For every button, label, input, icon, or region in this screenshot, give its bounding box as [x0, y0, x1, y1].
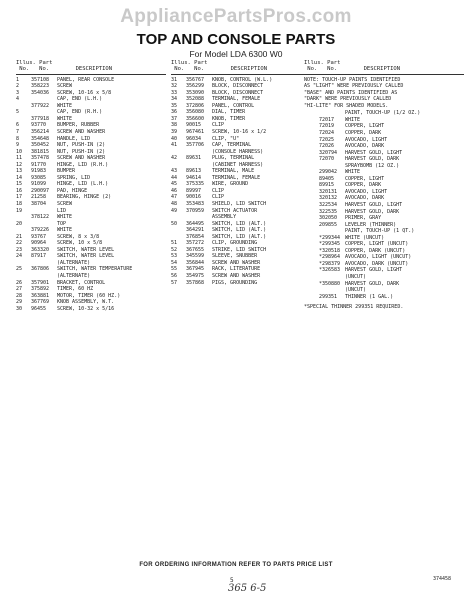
- part-number: 354648: [31, 135, 50, 142]
- illus-number: [304, 294, 319, 301]
- part-number: 72025: [319, 136, 335, 143]
- part-description: AVOCADO, LIGHT: [345, 188, 388, 195]
- illus-number: 2: [16, 83, 20, 90]
- part-description: WHITE: [345, 116, 361, 123]
- part-description: SPRAYBOMB (12 OZ.): [345, 162, 400, 169]
- part-number: 357706: [186, 142, 205, 149]
- illus-number: 22: [16, 240, 23, 247]
- part-description: KNOB ASSEMBLY, W.T.: [57, 299, 115, 306]
- part-description: BRACKET, CONTROL: [57, 279, 106, 286]
- illus-number: 19: [16, 207, 23, 214]
- part-number: 320794: [319, 149, 338, 156]
- illus-number: 21: [16, 233, 23, 240]
- page-subtitle: For Model LDA 6300 W0: [189, 49, 283, 59]
- note-line: AS "LIGHT" WERE PREVIOUSLY CALLED: [304, 83, 404, 90]
- part-number: 353090: [186, 89, 205, 96]
- part-description: HANDLE, LID: [57, 135, 91, 142]
- part-description: (UNCUT): [345, 274, 367, 280]
- illus-number: 47: [171, 194, 178, 201]
- column-header: Illus. Part No. No. DESCRIPTION: [171, 60, 306, 75]
- illus-number: 17: [16, 194, 23, 201]
- part-description: (ALTERNATE): [57, 259, 91, 266]
- part-number: 357272: [186, 240, 205, 247]
- part-number: 367806: [31, 266, 50, 273]
- part-row: [16, 306, 166, 313]
- illus-number: 15: [16, 181, 23, 188]
- part-number: 378122: [31, 214, 50, 221]
- part-description: WIRE, GROUND: [212, 181, 249, 188]
- illus-number: 30: [16, 305, 23, 312]
- handwritten-note: 365 6-5: [228, 583, 267, 594]
- part-number: 320132: [319, 195, 338, 202]
- illus-number: 49: [171, 207, 178, 214]
- part-description: SHIELD, LID SWITCH: [212, 200, 267, 207]
- part-number: 21258: [31, 194, 47, 201]
- part-description: COPPER, LIGHT: [345, 175, 385, 182]
- part-description: SWITCH ACTUATOR: [212, 207, 258, 214]
- part-description: HARVEST GOLD, LIGHT: [345, 149, 403, 156]
- part-description: PAINT, TOUCH-UP (1 QT.): [345, 228, 415, 235]
- part-description: KNOB, CONTROL (W.L.): [212, 76, 273, 83]
- part-description: SWITCH, LID (ALT.): [212, 233, 267, 240]
- part-number: 90015: [186, 122, 202, 129]
- part-description: AVOCADO, DARK: [345, 143, 385, 150]
- part-description: RACK, LITERATURE: [212, 266, 261, 273]
- part-description: SCREW AND WASHER: [57, 128, 106, 135]
- illus-number: 23: [16, 246, 23, 253]
- part-description: WHITE: [57, 102, 73, 109]
- part-description: PANEL, REAR CONSOLE: [57, 76, 115, 83]
- note-line: "HI-LITE" FOR SHADED MODELS.: [304, 102, 389, 109]
- illus-number: 56: [171, 273, 178, 279]
- part-number: 93770: [31, 122, 47, 129]
- part-description: COPPER, DARK (UNCUT): [345, 247, 406, 254]
- part-number: *299345: [319, 241, 341, 248]
- part-description: HARVEST GOLD, LIGHT: [345, 201, 403, 208]
- page-title: TOP AND CONSOLE PARTS: [136, 31, 336, 48]
- part-row: [171, 280, 306, 287]
- part-number: 354975: [186, 273, 205, 279]
- illus-number: 52: [171, 246, 178, 253]
- part-number: 209855: [319, 221, 338, 228]
- part-number: 290097: [31, 187, 50, 194]
- note-line: "DARK" WERE PREVIOUSLY CALLED: [304, 96, 392, 103]
- part-description: SWITCH, WATER LEVEL: [57, 246, 115, 253]
- part-description: HARVEST GOLD, LIGHT: [345, 267, 403, 274]
- column-header: Illus. Part No. No. DESCRIPTION: [16, 60, 166, 75]
- paint-note: [304, 77, 464, 110]
- part-description: DIAL, TIMER: [212, 109, 246, 116]
- illus-number: 33: [171, 89, 178, 96]
- part-description: ASSEMBLY: [212, 214, 237, 221]
- part-number: *320518: [319, 247, 341, 254]
- illus-number: 4: [16, 96, 20, 103]
- part-number: 357901: [31, 279, 50, 286]
- illus-number: 10: [16, 148, 23, 155]
- part-number: 93085: [31, 174, 47, 181]
- illus-number: 39: [171, 128, 178, 135]
- part-description: THINNER (1 GAL.): [345, 293, 394, 300]
- part-number: 377918: [31, 115, 50, 122]
- illus-number: 53: [171, 253, 178, 260]
- part-description: NUT, PUSH-IN (2): [57, 142, 106, 149]
- part-number: 352088: [186, 96, 205, 103]
- part-number: 364291: [186, 227, 205, 234]
- part-description: SCREW, 10-16 x 1/2: [212, 128, 267, 135]
- part-number: 376854: [186, 233, 205, 240]
- illus-number: 31: [171, 76, 178, 83]
- part-description: (CABINET HARNESS): [212, 161, 264, 168]
- part-number: 356767: [186, 76, 205, 83]
- part-description: BUMPER, RUBBER: [57, 122, 100, 129]
- part-description: AVOCADO, DARK (UNCUT): [345, 260, 409, 267]
- part-number: 353483: [186, 200, 205, 207]
- illus-number: 46: [171, 187, 178, 194]
- part-number: 364495: [186, 220, 205, 227]
- part-description: HARVEST GOLD, DARK: [345, 156, 400, 163]
- parts-column-3: [304, 60, 464, 311]
- part-number: 90016: [186, 194, 202, 201]
- part-row: [304, 294, 464, 301]
- illus-number: 24: [16, 253, 23, 260]
- illus-number: 18: [16, 200, 23, 207]
- part-number: 345599: [186, 253, 205, 260]
- part-number: 967461: [186, 128, 205, 135]
- illus-number: 36: [171, 109, 178, 116]
- page-number: 5: [230, 577, 234, 584]
- part-number: 375892: [31, 286, 50, 293]
- illus-number: 51: [171, 240, 178, 247]
- part-description: SCREW AND WASHER: [57, 155, 106, 162]
- part-description: WHITE: [57, 227, 73, 234]
- part-number: 357108: [31, 76, 50, 83]
- part-description: CAP, END (L.H.): [57, 96, 103, 103]
- column-header: Illus. Part No. No. DESCRIPTION: [304, 60, 464, 75]
- part-description: SCREW, 10 x 5/8: [57, 240, 103, 247]
- part-number: 356600: [186, 115, 205, 122]
- part-description: WHITE: [57, 115, 73, 122]
- note-line: "BASE" AND PAINTS IDENTIFIED AS: [304, 89, 398, 96]
- part-number: 91770: [31, 161, 47, 168]
- part-number: 299042: [319, 169, 338, 176]
- illus-number: 28: [16, 292, 23, 299]
- part-number: *298379: [319, 260, 341, 267]
- watermark: AppliancePartsPros.com: [120, 6, 352, 27]
- part-number: 363881: [31, 292, 50, 299]
- part-number: 72070: [319, 156, 335, 163]
- part-description: PAD, HINGE: [57, 187, 88, 194]
- part-number: 322534: [319, 201, 338, 208]
- part-description: PAINT, TOUCH-UP (1/2 OZ.): [345, 110, 421, 117]
- part-description: TERMINAL, MALE: [212, 168, 255, 175]
- illus-number: 12: [16, 161, 23, 168]
- parts-column-1: [16, 60, 166, 312]
- part-number: 354036: [31, 89, 50, 96]
- illus-number: 55: [171, 266, 178, 273]
- part-description: PLUG, TERMINAL: [212, 155, 255, 162]
- part-number: 367945: [186, 266, 205, 273]
- part-description: HARVEST GOLD, DARK: [345, 208, 400, 215]
- illus-number: 11: [16, 155, 23, 162]
- part-number: 89915: [319, 182, 335, 189]
- part-description: SCREW, 10-16 x 5/8: [57, 89, 112, 96]
- illus-number: 8: [16, 135, 20, 142]
- part-description: SLEEVE, SNUBBER: [212, 253, 258, 260]
- part-description: KNOB, TIMER: [212, 115, 246, 122]
- illus-number: 41: [171, 142, 178, 149]
- illus-number: 50: [171, 220, 178, 227]
- part-description: CLIP: [212, 122, 225, 129]
- ordering-footer: FOR ORDERING INFORMATION REFER TO PARTS PRICE LIST: [139, 562, 333, 568]
- illus-number: 54: [171, 259, 178, 266]
- part-number: 357868: [186, 279, 205, 286]
- part-number: 299351: [319, 293, 338, 300]
- part-number: 89631: [186, 155, 202, 162]
- illus-number: 5: [16, 109, 20, 116]
- part-description: STRIKE, LID SWITCH: [212, 246, 267, 253]
- part-description: SCREW AND WASHER: [212, 259, 261, 266]
- part-description: HINGE, LID (L.H.): [57, 181, 109, 188]
- part-description: (CONSOLE HARNESS): [212, 148, 264, 155]
- illus-number: 48: [171, 200, 178, 207]
- part-number: *299344: [319, 234, 341, 241]
- part-number: 91099: [31, 181, 47, 188]
- part-number: 379226: [31, 227, 50, 234]
- part-number: 302050: [319, 215, 338, 222]
- part-number: 372806: [186, 102, 205, 109]
- part-description: MOTOR, TIMER (60 HZ.): [57, 292, 121, 299]
- part-number: 89613: [186, 168, 202, 175]
- part-description: AVOCADO, LIGHT (UNCUT): [345, 254, 412, 261]
- part-description: TIMER, 60 HZ: [57, 286, 94, 293]
- part-description: (UNCUT): [345, 287, 367, 294]
- part-description: TERMINAL, FEMALE: [212, 96, 261, 103]
- part-number: 96034: [186, 135, 202, 142]
- part-number: 356299: [186, 83, 205, 90]
- part-description: BLOCK, DISCONNECT: [212, 83, 264, 90]
- part-description: CLIP: [212, 187, 225, 194]
- part-description: CLIP, GROUNDING: [212, 240, 258, 247]
- illus-number: 14: [16, 174, 23, 181]
- part-number: 350452: [31, 142, 50, 149]
- part-number: 363320: [31, 246, 50, 253]
- part-number: 91983: [31, 168, 47, 175]
- illus-number: 29: [16, 299, 23, 306]
- part-number: 375335: [186, 181, 205, 188]
- part-description: PIGS, GROUNDING: [212, 279, 258, 286]
- part-number: 72017: [319, 116, 335, 123]
- part-description: PANEL, CONTROL: [212, 102, 255, 109]
- part-description: BEARING, HINGE (2): [57, 194, 112, 201]
- part-number: 356080: [186, 109, 205, 116]
- part-number: 370959: [186, 207, 205, 214]
- illus-number: 16: [16, 187, 23, 194]
- part-number: 72026: [319, 143, 335, 150]
- illus-number: 1: [16, 76, 20, 83]
- part-description: CAP, TERMINAL: [212, 142, 252, 149]
- illus-number: 27: [16, 286, 23, 293]
- part-description: AVOCADO, DARK: [345, 195, 385, 202]
- illus-number: 32: [171, 83, 178, 90]
- illus-number: 45: [171, 181, 178, 188]
- part-number: 367655: [186, 246, 205, 253]
- part-description: BLOCK, DISCONNECT: [212, 89, 264, 96]
- illus-number: 6: [16, 122, 20, 129]
- part-description: LEVELER (THINNER): [345, 221, 397, 228]
- part-number: 96455: [31, 305, 47, 312]
- part-number: 38704: [31, 200, 47, 207]
- part-number: 93767: [31, 233, 47, 240]
- note-line: NOTE: TOUCH-UP PAINTS IDENTIFIED: [304, 76, 401, 83]
- illus-number: 3: [16, 89, 20, 96]
- part-number: 358223: [31, 83, 50, 90]
- illus-number: 42: [171, 155, 178, 162]
- part-description: CAP, END (R.H.): [57, 109, 103, 116]
- part-number: *326583: [319, 267, 341, 274]
- part-description: SWITCH, WATER LEVEL: [57, 253, 115, 260]
- illus-number: 40: [171, 135, 178, 142]
- part-description: SCREW, 8 x 3/8: [57, 233, 100, 240]
- part-number: 356844: [186, 259, 205, 266]
- illus-number: 57: [171, 279, 178, 286]
- part-description: HINGE, LID (R.H.): [57, 161, 109, 168]
- part-number: 357478: [31, 155, 50, 162]
- part-description: TERMINAL, FEMALE: [212, 174, 261, 181]
- part-description: HARVEST GOLD, DARK: [345, 280, 400, 287]
- part-description: SCREW AND WASHER: [212, 273, 261, 279]
- part-number: 356214: [31, 128, 50, 135]
- thinner-note: *SPECIAL THINNER 299351 REQUIRED.: [304, 304, 404, 311]
- part-description: WHITE: [345, 169, 361, 176]
- illus-number: 26: [16, 279, 23, 286]
- part-number: 367769: [31, 299, 50, 306]
- part-description: CLIP, "U": [212, 135, 240, 142]
- part-number: 322535: [319, 208, 338, 215]
- part-number: 90964: [31, 240, 47, 247]
- part-description: COPPER, LIGHT (UNCUT): [345, 241, 409, 248]
- part-number: 87917: [31, 253, 47, 260]
- part-description: SCREW, 10-32 x 5/16: [57, 305, 115, 312]
- part-number: 377922: [31, 102, 50, 109]
- part-number: 320131: [319, 188, 338, 195]
- part-description: PRIMER, GRAY: [345, 215, 382, 222]
- illus-number: 25: [16, 266, 23, 273]
- part-description: LID: [57, 207, 67, 214]
- document-code: 374458: [433, 576, 452, 582]
- illus-number: 35: [171, 102, 178, 109]
- part-description: BUMPER: [57, 168, 76, 175]
- part-description: CLIP: [212, 194, 225, 201]
- part-description: TOP: [57, 220, 67, 227]
- illus-number: 20: [16, 220, 23, 227]
- part-description: COPPER, DARK: [345, 129, 382, 136]
- part-description: SWITCH, WATER TEMPERATURE: [57, 266, 133, 273]
- parts-column-2: [171, 60, 306, 286]
- part-number: 94614: [186, 174, 202, 181]
- part-number: *350880: [319, 280, 341, 287]
- illus-number: 38: [171, 122, 178, 129]
- illus-number: 37: [171, 115, 178, 122]
- part-description: WHITE (UNCUT): [345, 234, 385, 241]
- part-description: SPRING, LID: [57, 174, 91, 181]
- illus-number: 13: [16, 168, 23, 175]
- part-number: 89405: [319, 175, 335, 182]
- part-number: 72019: [319, 123, 335, 130]
- part-description: COPPER, DARK: [345, 182, 382, 189]
- illus-number: 9: [16, 142, 20, 149]
- part-description: (ALTERNATE): [57, 273, 91, 279]
- illus-number: 7: [16, 128, 20, 135]
- illus-number: 43: [171, 168, 178, 175]
- illus-number: 34: [171, 96, 178, 103]
- part-description: NUT, PUSH-IN (2): [57, 148, 106, 155]
- part-number: 381815: [31, 148, 50, 155]
- illus-number: 44: [171, 174, 178, 181]
- part-number: 72024: [319, 129, 335, 136]
- part-description: SCREW: [57, 83, 73, 90]
- part-description: WHITE: [57, 214, 73, 221]
- part-description: SCREW: [57, 200, 73, 207]
- part-description: SWITCH, LID (ALT.): [212, 220, 267, 227]
- part-description: SWITCH, LID (ALT.): [212, 227, 267, 234]
- part-number: 89997: [186, 187, 202, 194]
- part-description: AVOCADO, LIGHT: [345, 136, 388, 143]
- part-number: *298964: [319, 254, 341, 261]
- part-description: COPPER, LIGHT: [345, 123, 385, 130]
